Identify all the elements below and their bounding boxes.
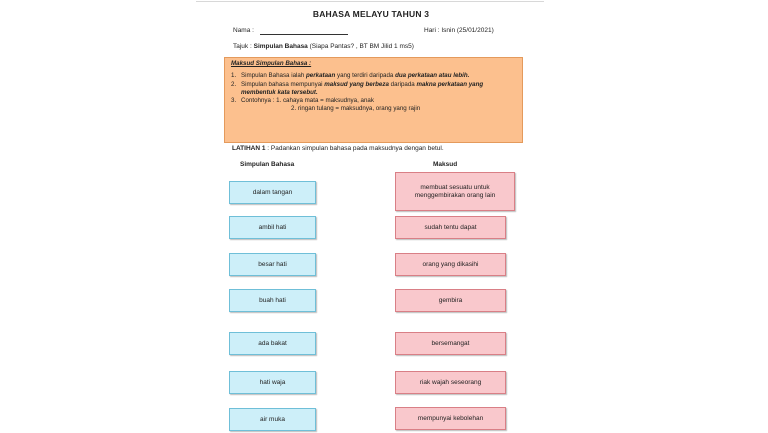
match-right-card[interactable]: membuat sesuatu untuk menggembirakan orang lain (395, 172, 515, 211)
exercise-instruction: LATIHAN 1 : Padankan simpulan bahasa pada maksudnya dengan betul. (232, 145, 444, 152)
definition-box (224, 57, 523, 143)
name-label: Nama : (233, 27, 254, 34)
match-right-card[interactable]: bersemangat (395, 332, 506, 355)
match-left-card[interactable]: besar hati (229, 253, 316, 276)
example-line-2: 2. ringan tulang = maksudnya, orang yang rajin (291, 105, 421, 113)
day-label: Hari : Isnin (25/01/2021) (424, 27, 494, 34)
definition-item-2: 2. Simpulan bahasa mempunyai maksud yang berbeza daripada makna perkataan yang membentuk kata tersebut. (231, 80, 484, 96)
match-left-card[interactable]: ada bakat (229, 332, 316, 355)
match-right-card[interactable]: riak wajah seseorang (395, 371, 506, 394)
match-right-card[interactable]: sudah tentu dapat (395, 216, 506, 239)
match-left-card[interactable]: ambil hati (229, 216, 316, 239)
definition-title: Maksud Simpulan Bahasa : (231, 60, 312, 67)
page-title: BAHASA MELAYU TAHUN 3 (312, 9, 430, 19)
match-right-card[interactable]: orang yang dikasihi (395, 253, 506, 276)
topic-title: Simpulan Bahasa (253, 43, 308, 50)
definition-item-1: 1. Simpulan Bahasa ialah perkataan yang terdiri daripada dua perkataan atau lebih. (231, 72, 470, 80)
match-left-card[interactable]: buah hati (229, 289, 316, 312)
topic-label: Tajuk : (233, 43, 252, 50)
definition-item-3: 3. Contohnya : 1. cahaya mata = maksudnya, anak 2. ringan tulang = maksudnya, orang yang rajin (231, 97, 516, 114)
example-line-1: Contohnya : 1. cahaya mata = maksudnya, anak (241, 97, 374, 105)
worksheet-page (196, 0, 546, 433)
exercise-label: LATIHAN 1 (232, 145, 266, 152)
column-header-left: Simpulan Bahasa (240, 161, 295, 168)
match-left-card[interactable]: hati waja (229, 371, 316, 394)
match-left-card[interactable]: dalam tangan (229, 181, 316, 204)
name-blank-line (260, 34, 348, 35)
topic-line (233, 43, 414, 50)
match-left-card[interactable]: air muka (229, 408, 316, 431)
match-right-card[interactable]: gembira (395, 289, 506, 312)
match-right-card[interactable]: mempunyai kebolehan (395, 407, 506, 430)
topic-rest: (Siapa Pantas? , BT BM Jilid 1 ms5) (309, 43, 414, 50)
column-header-right: Maksud (433, 161, 458, 168)
